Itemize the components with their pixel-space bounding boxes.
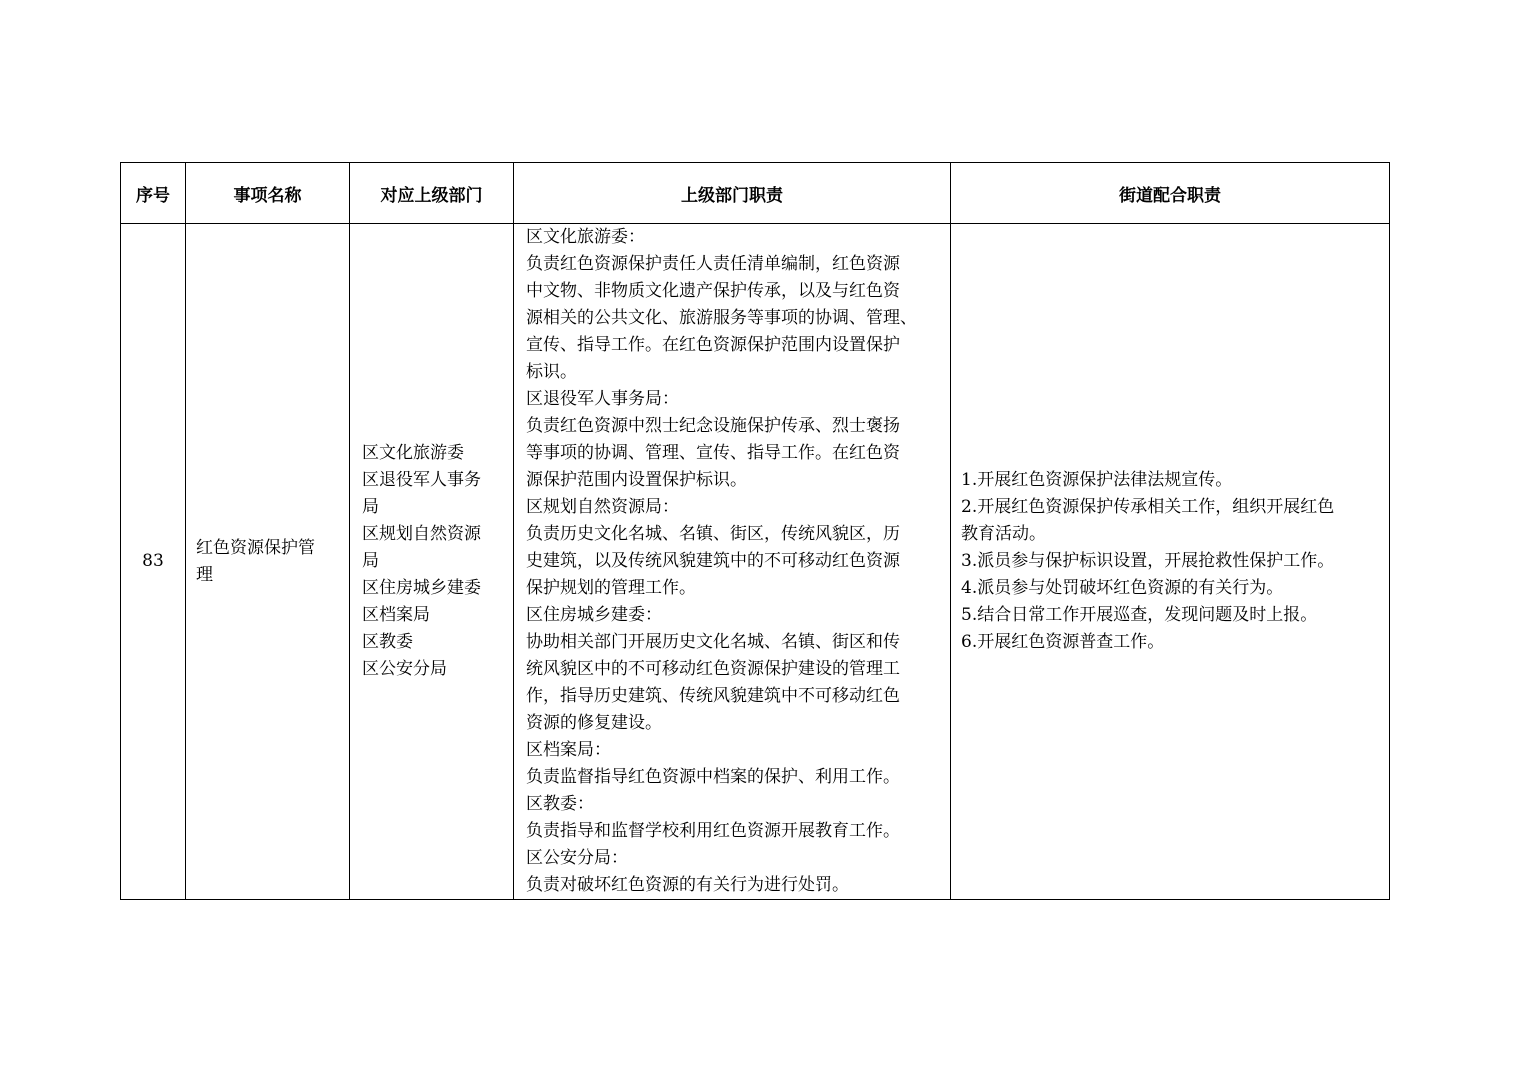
duty-line: 区档案局： <box>526 740 611 760</box>
duty-line: 负责红色资源中烈士纪念设施保护传承、烈士褒扬 <box>526 416 900 436</box>
cell-seq: 83 <box>121 224 186 900</box>
duty-line: 负责红色资源保护责任人责任清单编制，红色资源 <box>526 254 900 274</box>
duty-line: 负责历史文化名城、名镇、街区，传统风貌区，历 <box>526 524 900 544</box>
duty-line: 源保护范围内设置保护标识。 <box>526 470 747 490</box>
duty-line: 等事项的协调、管理、宣传、指导工作。在红色资 <box>526 443 900 463</box>
header-item-name: 事项名称 <box>186 163 350 224</box>
duty-table <box>120 162 1390 900</box>
duty-line: 区文化旅游委： <box>526 227 645 247</box>
duty-line: 作，指导历史建筑、传统风貌建筑中不可移动红色 <box>526 686 900 706</box>
coop-line: 4.派员参与处罚破坏红色资源的有关行为。 <box>961 578 1284 598</box>
cell-superior-depts <box>350 224 514 900</box>
duty-line: 源相关的公共文化、旅游服务等事项的协调、管理、 <box>526 308 917 328</box>
duty-line: 区住房城乡建委： <box>526 605 662 625</box>
coop-line: 1.开展红色资源保护法律法规宣传。 <box>961 470 1233 490</box>
name-line: 理 <box>196 564 213 585</box>
duty-line: 区规划自然资源局： <box>526 497 679 517</box>
dept-line: 区档案局 <box>362 605 430 625</box>
coop-line: 教育活动。 <box>961 524 1046 544</box>
dept-line: 区文化旅游委 <box>362 443 464 463</box>
cell-superior-duties <box>514 224 951 900</box>
cell-street-duties <box>951 224 1390 900</box>
coop-line: 2.开展红色资源保护传承相关工作，组织开展红色 <box>961 497 1335 517</box>
duty-line: 区公安分局： <box>526 848 628 868</box>
dept-line: 区教委 <box>362 632 413 652</box>
dept-line: 局 <box>362 551 379 571</box>
duty-line: 史建筑，以及传统风貌建筑中的不可移动红色资源 <box>526 551 900 571</box>
duty-line: 协助相关部门开展历史文化名城、名镇、街区和传 <box>526 632 900 652</box>
duty-line: 保护规划的管理工作。 <box>526 578 696 598</box>
duty-line: 标识。 <box>526 362 577 382</box>
dept-line: 区规划自然资源 <box>362 524 481 544</box>
duty-line: 区教委： <box>526 794 594 814</box>
dept-line: 区住房城乡建委 <box>362 578 481 598</box>
header-street-duties: 街道配合职责 <box>951 163 1390 224</box>
coop-line: 6.开展红色资源普查工作。 <box>961 632 1165 652</box>
coop-line: 5.结合日常工作开展巡查，发现问题及时上报。 <box>961 605 1318 625</box>
duty-line: 宣传、指导工作。在红色资源保护范围内设置保护 <box>526 335 900 355</box>
dept-line: 区公安分局 <box>362 659 447 679</box>
header-superior-duties: 上级部门职责 <box>514 163 951 224</box>
duty-line: 区退役军人事务局： <box>526 389 679 409</box>
table-header-row <box>121 163 1390 224</box>
dept-line: 区退役军人事务 <box>362 470 481 490</box>
duty-line: 中文物、非物质文化遗产保护传承，以及与红色资 <box>526 281 900 301</box>
header-superior-dept: 对应上级部门 <box>350 163 514 224</box>
duty-line: 资源的修复建设。 <box>526 713 662 733</box>
duty-line: 负责对破坏红色资源的有关行为进行处罚。 <box>526 875 849 895</box>
dept-line: 局 <box>362 497 379 517</box>
header-seq: 序号 <box>121 163 186 224</box>
duty-line: 负责监督指导红色资源中档案的保护、利用工作。 <box>526 767 900 787</box>
duty-line: 统风貌区中的不可移动红色资源保护建设的管理工 <box>526 659 900 679</box>
cell-item-name <box>186 224 350 900</box>
coop-line: 3.派员参与保护标识设置，开展抢救性保护工作。 <box>961 551 1335 571</box>
name-line: 红色资源保护管 <box>196 537 315 558</box>
duty-line: 负责指导和监督学校利用红色资源开展教育工作。 <box>526 821 900 841</box>
table-row <box>121 224 1390 900</box>
